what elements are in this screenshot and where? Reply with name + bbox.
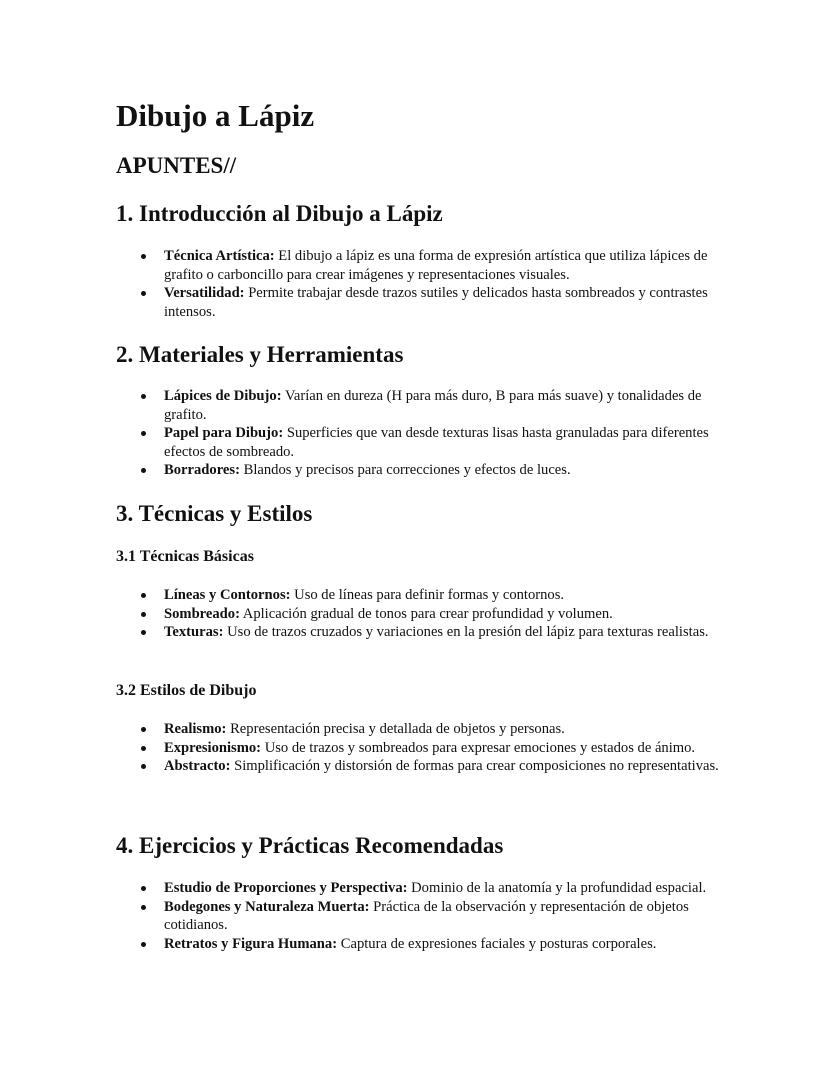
list-item-term: Retratos y Figura Humana: [164, 935, 338, 952]
section-heading-tecnicas: 3. Técnicas y Estilos [116, 501, 313, 526]
list-item [164, 424, 724, 461]
subsection-heading-estilos: 3.2 Estilos de Dibujo [116, 682, 257, 699]
section-heading-introduccion: 1. Introducción al Dibujo a Lápiz [116, 201, 443, 226]
list-item [164, 879, 724, 898]
list-item [164, 739, 724, 758]
list-item-term: Borradores: [164, 462, 240, 478]
list-item-text: Varían en dureza (H para más duro, B para más suave) y tonalidades de grafito. [164, 388, 702, 423]
document-subtitle: APUNTES// [116, 153, 237, 178]
subsection-3-1-list [164, 586, 724, 642]
list-item-text: Aplicación gradual de tonos para crear profundidad y volumen. [239, 605, 613, 622]
list-item-text: Representación precisa y detallada de objetos y personas. [226, 721, 565, 737]
list-item [164, 623, 724, 642]
list-item-text: Uso de trazos cruzados y variaciones en la presión del lápiz para texturas realistas. [223, 624, 709, 640]
list-item-term: Sombreado: [164, 605, 240, 622]
list-item-term: Expresionismo: [164, 739, 262, 756]
list-item [164, 898, 724, 935]
list-item [164, 935, 724, 954]
list-item [164, 284, 724, 321]
list-item-text: Uso de trazos y sombreados para expresar emociones y estados de ánimo. [261, 739, 696, 756]
list-item [164, 757, 724, 776]
section-heading-materiales: 2. Materiales y Herramientas [116, 342, 404, 367]
list-item-term: Lápices de Dibujo: [164, 388, 282, 404]
list-item [164, 461, 724, 480]
list-item [164, 720, 724, 739]
document-title: Dibujo a Lápiz [116, 98, 315, 133]
list-item [164, 586, 724, 605]
list-item-term: Abstracto: [164, 758, 231, 774]
list-item-term: Realismo: [164, 721, 227, 737]
section-heading-ejercicios: 4. Ejercicios y Prácticas Recomendadas [116, 833, 504, 858]
list-item-term: Texturas: [164, 624, 224, 640]
list-item-term: Versatilidad: [164, 285, 245, 301]
section-2-list [164, 387, 724, 480]
list-item-term: Técnica Artística: [164, 248, 275, 264]
list-item-text: Captura de expresiones faciales y posturas corporales. [337, 935, 657, 952]
list-item-term: Papel para Dibujo: [164, 425, 284, 441]
list-item-term: Líneas y Contornos: [164, 587, 291, 603]
list-item [164, 247, 724, 284]
section-1-list [164, 247, 724, 321]
list-item-text: Práctica de la observación y representación de objetos cotidianos. [164, 898, 689, 933]
list-item [164, 605, 724, 624]
list-item-term: Estudio de Proporciones y Perspectiva: [164, 880, 408, 896]
list-item-term: Bodegones y Naturaleza Muerta: [164, 898, 370, 915]
list-item-text: El dibujo a lápiz es una forma de expresión artística que utiliza lápices de grafito o carboncillo para crear imágenes y representaciones visuales. [164, 248, 708, 283]
section-4-list [164, 879, 724, 953]
list-item-text: Permite trabajar desde trazos sutiles y delicados hasta sombreados y contrastes intensos. [164, 285, 708, 320]
list-item-text: Simplificación y distorsión de formas para crear composiciones no representativas. [230, 758, 719, 774]
subsection-3-2-list [164, 720, 724, 776]
list-item-text: Uso de líneas para definir formas y contornos. [290, 587, 565, 603]
list-item-text: Superficies que van desde texturas lisas hasta granuladas para diferentes efectos de sombreado. [164, 425, 709, 460]
list-item-text: Dominio de la anatomía y la profundidad espacial. [407, 880, 707, 896]
subsection-heading-tecnicas-basicas: 3.1 Técnicas Básicas [116, 548, 254, 565]
list-item-text: Blandos y precisos para correcciones y efectos de luces. [239, 462, 571, 478]
list-item [164, 387, 724, 424]
